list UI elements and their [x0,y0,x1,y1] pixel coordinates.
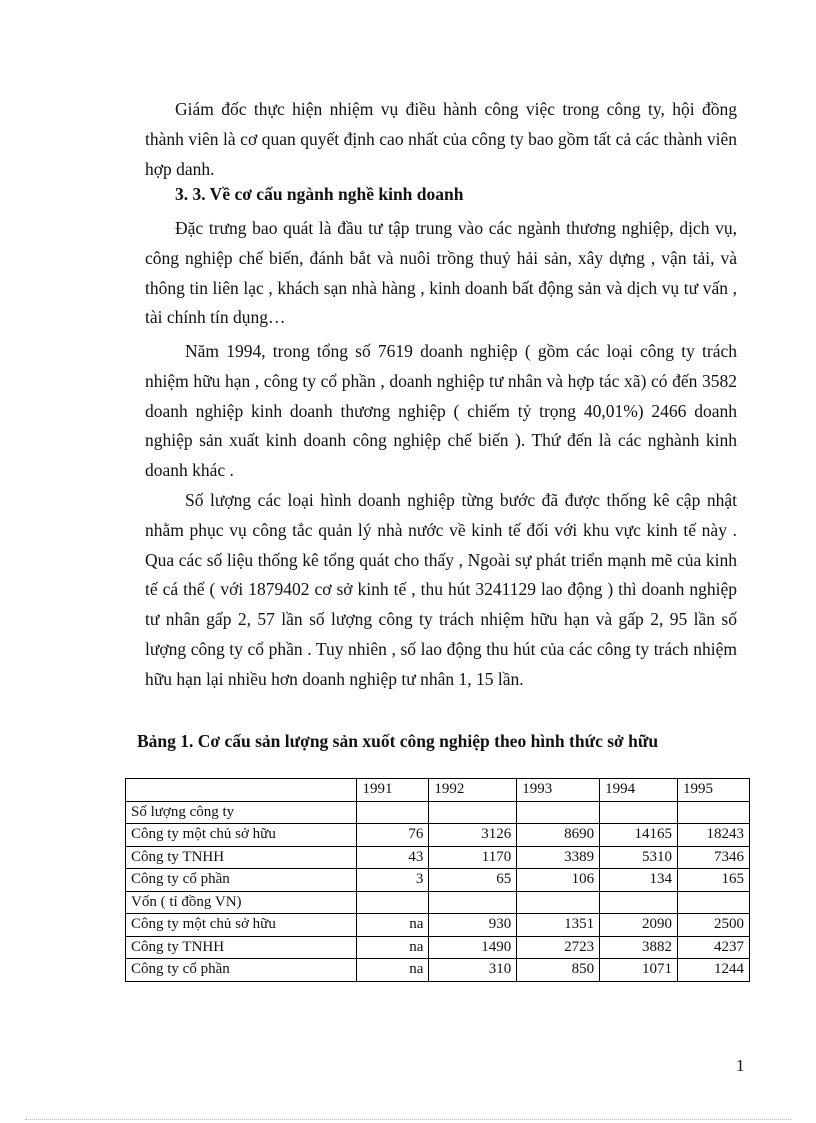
table-cell: 43 [357,846,429,869]
table-cell: 165 [678,869,750,892]
table-row [126,824,750,847]
table-cell: 310 [429,959,517,982]
row-label: Công ty TNHH [126,846,357,869]
table-cell: 7346 [678,846,750,869]
row-label: Công ty cổ phần [126,869,357,892]
table-cell: 2500 [678,914,750,937]
page-number: 1 [736,1056,745,1075]
table-cell [517,891,600,914]
table-cell [600,801,678,824]
table-cell [678,801,750,824]
table-row [126,891,750,914]
table-cell: 65 [429,869,517,892]
paragraph-industries: Đặc trưng bao quát là đầu tư tập trung vào các ngành thương nghiệp, dịch vụ, công nghiệp chế biến, đánh bắt và nuôi trồng thuỷ hải sản, xây dựng , vận tải, và thông tin liên lạc , khách sạn nhà hàng , kinh doanh bất động sản và dịch vụ tư vấn , tài chính tín dụng… [145,218,737,328]
year-header: 1992 [429,779,517,802]
row-label: Vốn ( tỉ đồng VN) [126,891,357,914]
table-cell: 14165 [600,824,678,847]
table-cell: 3 [357,869,429,892]
table-header-row [126,779,750,802]
table-cell: 850 [517,959,600,982]
table-cell: na [357,959,429,982]
table-row [126,936,750,959]
table-cell: 4237 [678,936,750,959]
table-cell: 134 [600,869,678,892]
table-cell: 2723 [517,936,600,959]
paragraph-1994-stats: Năm 1994, trong tổng số 7619 doanh nghiệp ( gồm các loại công ty trách nhiệm hữu hạn , công ty cổ phần , doanh nghiệp tư nhân và hợp tác xã) có đến 3582 doanh nghiệp kinh doanh thương nghiệp ( chiếm tỷ trọng 40,01%) 2466 doanh nghiệp sản xuất kinh doanh công nghiệp chế biến ). Thứ đến là các nghành kinh doanh khác . [145,341,737,481]
table-cell: 1244 [678,959,750,982]
table-row [126,914,750,937]
table-cell: 8690 [517,824,600,847]
table-corner-cell [126,779,357,802]
table-row [126,959,750,982]
table-cell: 1170 [429,846,517,869]
table-row [126,801,750,824]
table-cell [357,891,429,914]
table-cell [429,801,517,824]
table-cell: 106 [517,869,600,892]
year-header: 1993 [517,779,600,802]
table-cell: na [357,914,429,937]
table-cell: 1071 [600,959,678,982]
table-cell: 76 [357,824,429,847]
paragraph-enterprise-types: Số lượng các loại hình doanh nghiệp từng bước đã được thống kê cập nhật nhằm phục vụ công tắc quản lý nhà nước về kinh tế đối với khu vực kinh tế này . Qua các số liệu thống kê tổng quát cho thấy , Ngoài sự phát triển mạnh mẽ của kinh tế cá thể ( với 1879402 cơ sở kinh tế , thu hút 3241129 lao động ) thì doanh nghiệp tư nhân gấp 2, 57 lần số lượng công ty trách nhiệm hữu hạn và gấp 2, 95 lần số lượng công ty cổ phần . Tuy nhiên , số lao động thu hút của các công ty trách nhiệm hữu hạn lại nhiều hơn doanh nghiệp tư nhân 1, 15 lần. [145,490,737,689]
row-label: Công ty cổ phần [126,959,357,982]
page-bottom-divider [25,1119,791,1120]
row-label: Công ty một chủ sở hữu [126,914,357,937]
table-cell [357,801,429,824]
table-row [126,846,750,869]
table-cell: 930 [429,914,517,937]
section-heading: 3. 3. Về cơ cấu ngành nghề kinh doanh [175,184,464,204]
year-header: 1995 [678,779,750,802]
table-cell: 3126 [429,824,517,847]
table-caption: Bảng 1. Cơ cấu sản lượng sản xuốt công nghiệp theo hình thức sở hữu [137,731,659,751]
table-cell [429,891,517,914]
table-cell: na [357,936,429,959]
row-label: Công ty một chủ sở hữu [126,824,357,847]
table-cell [678,891,750,914]
industrial-output-table [125,778,750,982]
table-cell [600,891,678,914]
year-header: 1991 [357,779,429,802]
table-cell [517,801,600,824]
table-cell: 2090 [600,914,678,937]
row-label: Công ty TNHH [126,936,357,959]
row-label: Số lượng công ty [126,801,357,824]
table-cell: 3389 [517,846,600,869]
table-cell: 1490 [429,936,517,959]
table-row [126,869,750,892]
table-cell: 1351 [517,914,600,937]
table-cell: 3882 [600,936,678,959]
paragraph-intro: Giám đốc thực hiện nhiệm vụ điều hành công việc trong công ty, hội đồng thành viên là cơ quan quyết định cao nhất của công ty bao gồm tất cả các thành viên hợp danh. [145,99,737,179]
year-header: 1994 [600,779,678,802]
table-cell: 5310 [600,846,678,869]
table-cell: 18243 [678,824,750,847]
